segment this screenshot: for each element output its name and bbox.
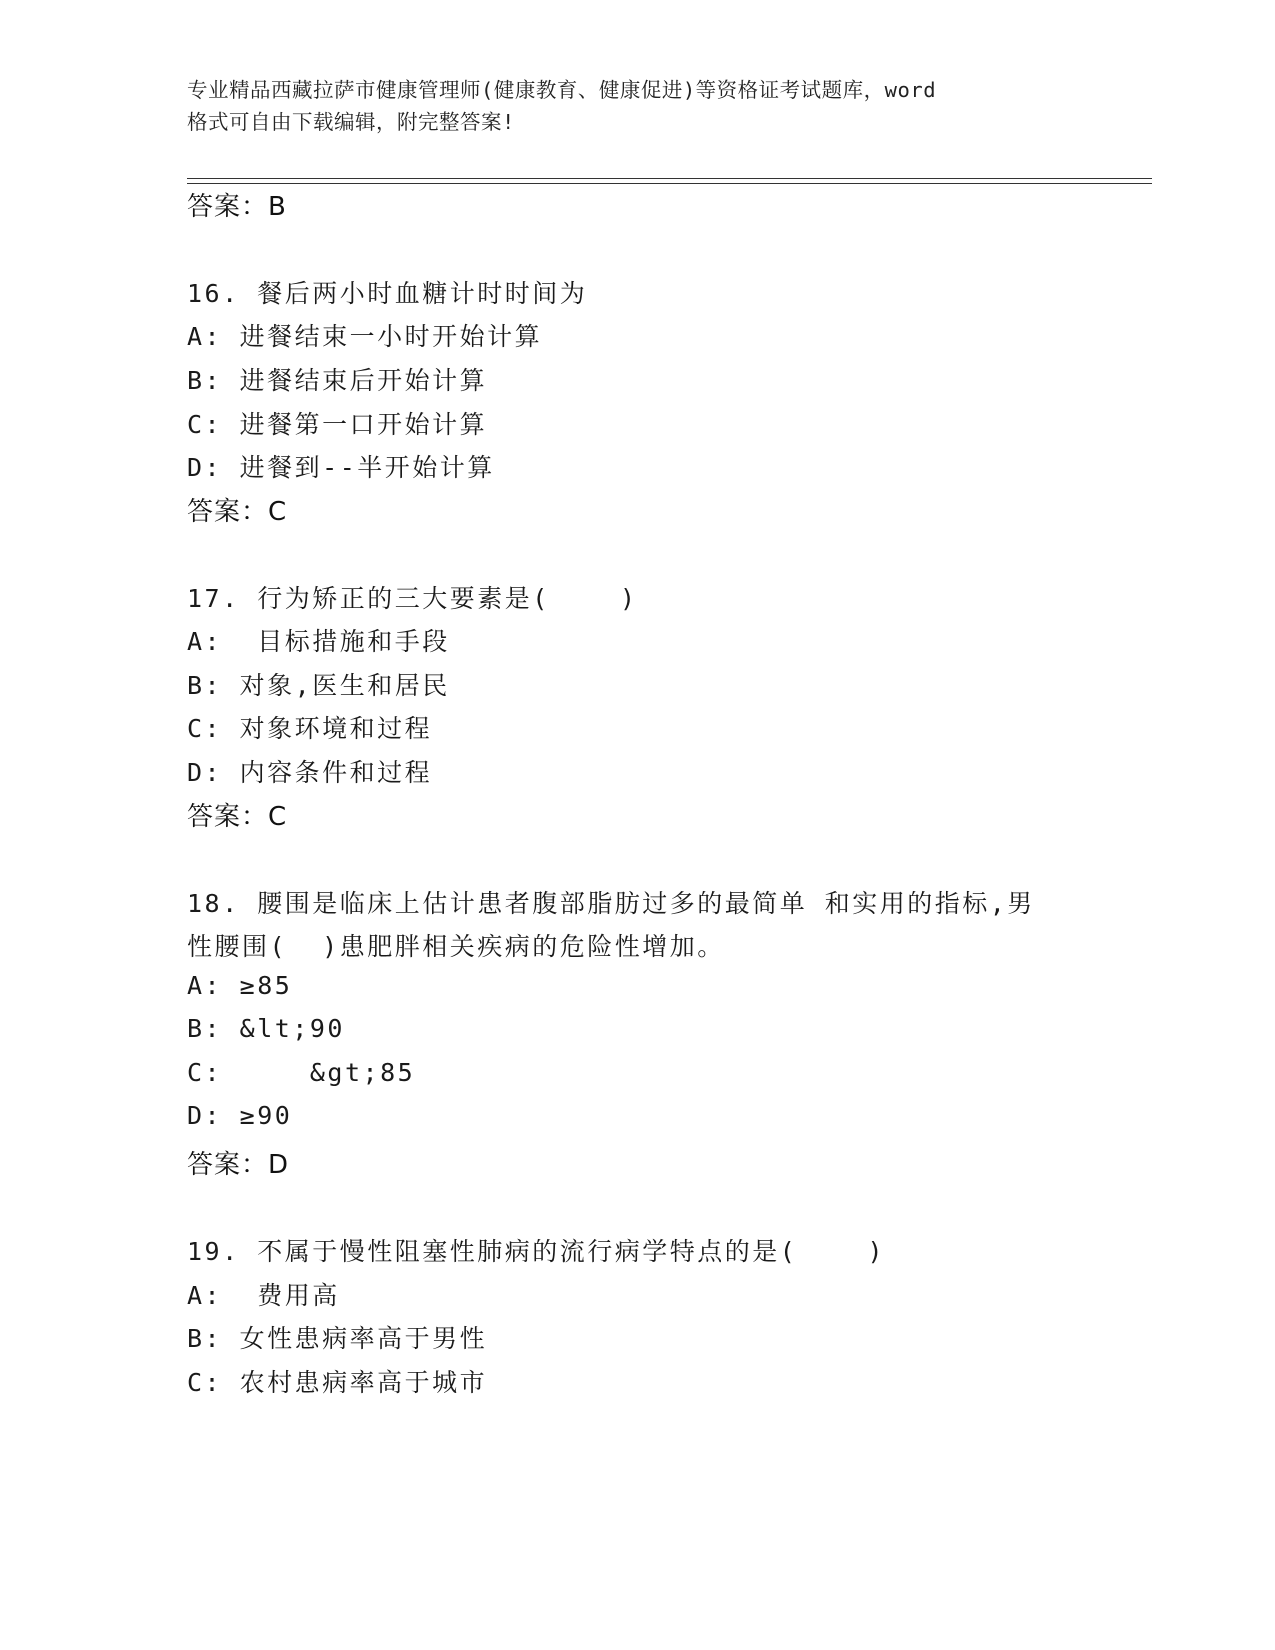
question-17-answer: 答案：C (187, 802, 288, 832)
question-19-option-b: B: 女性患病率高于男性 (187, 1324, 488, 1353)
question-16-option-d: D: 进餐到--半开始计算 (187, 453, 495, 482)
question-16-answer: 答案：C (187, 497, 288, 527)
header-divider-top (187, 178, 1152, 179)
question-17-option-c: C: 对象环境和过程 (187, 714, 433, 743)
question-16-option-b: B: 进餐结束后开始计算 (187, 366, 488, 395)
question-18-stem-line-1: 18. 腰围是临床上估计患者腹部脂肪过多的最简单 和实用的指标,男 (187, 889, 1035, 918)
header-line-1: 专业精品西藏拉萨市健康管理师(健康教育、健康促进)等资格证考试题库，word (187, 78, 937, 102)
question-19-option-a: A: 费用高 (187, 1281, 340, 1310)
question-18-option-c: C: &gt;85 (187, 1058, 416, 1087)
document-header (187, 74, 1067, 138)
question-18-option-b: B: &lt;90 (187, 1014, 345, 1043)
question-19-option-c: C: 农村患病率高于城市 (187, 1368, 488, 1397)
previous-answer: 答案：B (187, 192, 287, 222)
question-17-stem: 17. 行为矫正的三大要素是( ) (187, 584, 638, 613)
question-17-option-a: A: 目标措施和手段 (187, 627, 450, 656)
question-18-answer: 答案：D (187, 1150, 290, 1180)
question-16-option-c: C: 进餐第一口开始计算 (187, 410, 488, 439)
question-18-option-a: A: ≥85 (187, 971, 293, 1000)
question-18-option-d: D: ≥90 (187, 1101, 293, 1130)
question-17-option-d: D: 内容条件和过程 (187, 758, 433, 787)
question-16-stem: 16. 餐后两小时血糖计时时间为 (187, 279, 588, 308)
header-divider-bottom (187, 183, 1152, 184)
question-17-option-b: B: 对象,医生和居民 (187, 671, 450, 700)
question-19-stem: 19. 不属于慢性阻塞性肺病的流行病学特点的是( ) (187, 1237, 886, 1266)
question-16-option-a: A: 进餐结束一小时开始计算 (187, 322, 543, 351)
header-line-2: 格式可自由下载编辑，附完整答案! (187, 110, 515, 134)
question-18-stem-line-2: 性腰围( )患肥胖相关疾病的危险性增加。 (187, 932, 725, 961)
